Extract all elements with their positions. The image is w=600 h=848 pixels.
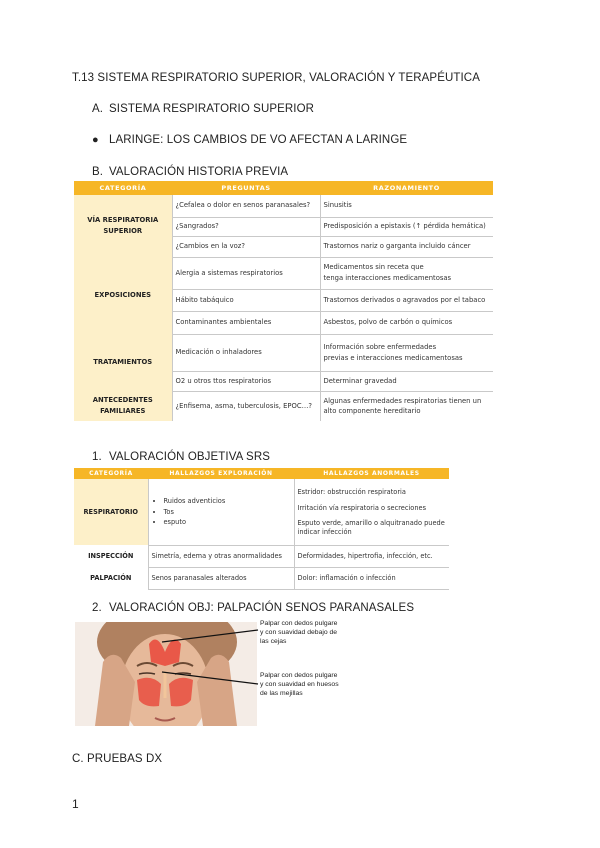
section-c-heading: C. PRUEBAS DX bbox=[72, 753, 163, 765]
reason-line: alto componente hereditario bbox=[323, 407, 421, 416]
abnormal-cell: Dolor: inflamación o infección bbox=[294, 567, 449, 589]
reason-cell: Asbestos, polvo de carbón o químicos bbox=[320, 311, 493, 334]
table-row bbox=[74, 334, 493, 371]
category-exposiciones: EXPOSICIONES bbox=[74, 257, 172, 334]
reason-cell: Trastornos derivados o agravados por el tabaco bbox=[320, 289, 493, 311]
section-b-heading: VALORACIÓN HISTORIA PREVIA bbox=[109, 166, 289, 178]
reason-cell: Determinar gravedad bbox=[320, 371, 493, 391]
reason-cell bbox=[320, 391, 493, 421]
list-item: • Ruidos adventicios bbox=[164, 496, 291, 506]
header-categoria: CATEGORÍA bbox=[74, 181, 172, 195]
page-title: T.13 SISTEMA RESPIRATORIO SUPERIOR, VALORACIÓN Y TERAPÉUTICA bbox=[72, 72, 480, 84]
reason-line: previas e interacciones medicamentosas bbox=[323, 353, 463, 362]
section-a-heading: SISTEMA RESPIRATORIO SUPERIOR bbox=[109, 103, 315, 115]
annotation-line: las cejas bbox=[260, 637, 287, 645]
table-row bbox=[74, 479, 449, 545]
objective-table bbox=[74, 468, 449, 590]
annotation-line: y con suavidad debajo de bbox=[260, 628, 338, 636]
section-b-marker: B. bbox=[92, 166, 104, 178]
question-cell: Medicación o inhaladores bbox=[172, 334, 320, 371]
question-cell: ¿Enfisema, asma, tuberculosis, EPOC…? bbox=[172, 391, 320, 421]
annotation-cheek bbox=[260, 672, 339, 698]
header-hallazgos: HALLAZGOS EXPLORACIÓN bbox=[148, 468, 294, 479]
question-cell: Hábito tabáquico bbox=[172, 289, 320, 311]
table-row bbox=[74, 567, 449, 589]
question-cell: ¿Cambios en la voz? bbox=[172, 236, 320, 257]
abnormal-line: Esputo verde, amarillo o alquitranado puede indicar infección bbox=[297, 519, 445, 536]
reason-line: tenga interacciones medicamentosas bbox=[323, 274, 452, 282]
findings-list bbox=[152, 496, 291, 527]
bullet-laringe: LARINGE: LOS CAMBIOS DE VO AFECTAN A LARINGE bbox=[109, 134, 408, 146]
list-item: • Tos bbox=[164, 507, 291, 517]
category-tratamientos: TRATAMIENTOS bbox=[74, 334, 172, 391]
table-row bbox=[74, 195, 493, 217]
objective-table-header bbox=[74, 468, 449, 479]
reason-line: Información sobre enfermedades bbox=[323, 342, 437, 351]
question-cell: Alergia a sistemas respiratorios bbox=[172, 257, 320, 289]
bullet-icon: ● bbox=[92, 134, 99, 146]
abnormal-line: Estridor: obstrucción respiratoria bbox=[297, 487, 406, 496]
reason-line: Algunas enfermedades respiratorias tienen un bbox=[323, 396, 482, 405]
sub2-heading: VALORACIÓN OBJ: PALPACIÓN SENOS PARANASALES bbox=[109, 602, 415, 614]
table-row bbox=[74, 545, 449, 567]
category-respiratorio: RESPIRATORIO bbox=[74, 479, 148, 545]
sub1-heading: VALORACIÓN OBJETIVA SRS bbox=[109, 451, 270, 463]
page-number: 1 bbox=[72, 797, 79, 811]
annotation-line: y con suavidad en huesos bbox=[260, 680, 339, 688]
header-categoria: CATEGORÍA bbox=[74, 468, 148, 479]
section-a-marker: A. bbox=[92, 103, 104, 115]
reason-cell: Sinusitis bbox=[320, 195, 493, 217]
question-cell: O2 u otros ttos respiratorios bbox=[172, 371, 320, 391]
reason-cell: Trastornos nariz o garganta incluido cáncer bbox=[320, 236, 493, 257]
reason-cell bbox=[320, 334, 493, 371]
reason-line: Medicamentos sin receta que bbox=[323, 263, 424, 272]
header-anormales: HALLAZGOS ANORMALES bbox=[294, 468, 449, 479]
findings-cell bbox=[148, 479, 294, 545]
reason-cell: Predisposición a epistaxis (↑ pérdida hemática) bbox=[320, 217, 493, 236]
table-row bbox=[74, 257, 493, 289]
category-inspeccion: INSPECCIÓN bbox=[74, 545, 148, 567]
findings-cell: Senos paranasales alterados bbox=[148, 567, 294, 589]
annotation-line: Palpar con dedos pulgare bbox=[260, 672, 338, 679]
abnormal-line: Irritación vía respiratoria o secreciones bbox=[297, 504, 427, 513]
question-cell: ¿Sangrados? bbox=[172, 217, 320, 236]
abnormal-cell bbox=[294, 479, 449, 545]
findings-cell: Simetría, edema y otras anormalidades bbox=[148, 545, 294, 567]
annotation-line: de las mejillas bbox=[260, 689, 303, 697]
category-antecedentes: ANTECEDENTES FAMILIARES bbox=[74, 391, 172, 421]
category-via-respiratoria: VÍA RESPIRATORIA SUPERIOR bbox=[74, 195, 172, 257]
header-razonamiento: RAZONAMIENTO bbox=[320, 181, 493, 195]
reason-cell bbox=[320, 257, 493, 289]
question-cell: ¿Cefalea o dolor en senos paranasales? bbox=[172, 195, 320, 217]
annotation-brow bbox=[260, 620, 337, 646]
table-row bbox=[74, 391, 493, 421]
sub1-marker: 1. bbox=[92, 451, 102, 463]
sub2-marker: 2. bbox=[92, 602, 102, 614]
abnormal-cell: Deformidades, hipertrofia, infección, etc. bbox=[294, 545, 449, 567]
list-item: • esputo bbox=[164, 517, 291, 527]
annotation-line: Palpar con dedos pulgare bbox=[260, 620, 338, 627]
history-table-header bbox=[74, 181, 493, 195]
header-preguntas: PREGUNTAS bbox=[172, 181, 320, 195]
category-palpacion: PALPACIÓN bbox=[74, 567, 148, 589]
history-table bbox=[74, 181, 493, 421]
question-cell: Contaminantes ambientales bbox=[172, 311, 320, 334]
annotation-pointers bbox=[160, 620, 260, 700]
